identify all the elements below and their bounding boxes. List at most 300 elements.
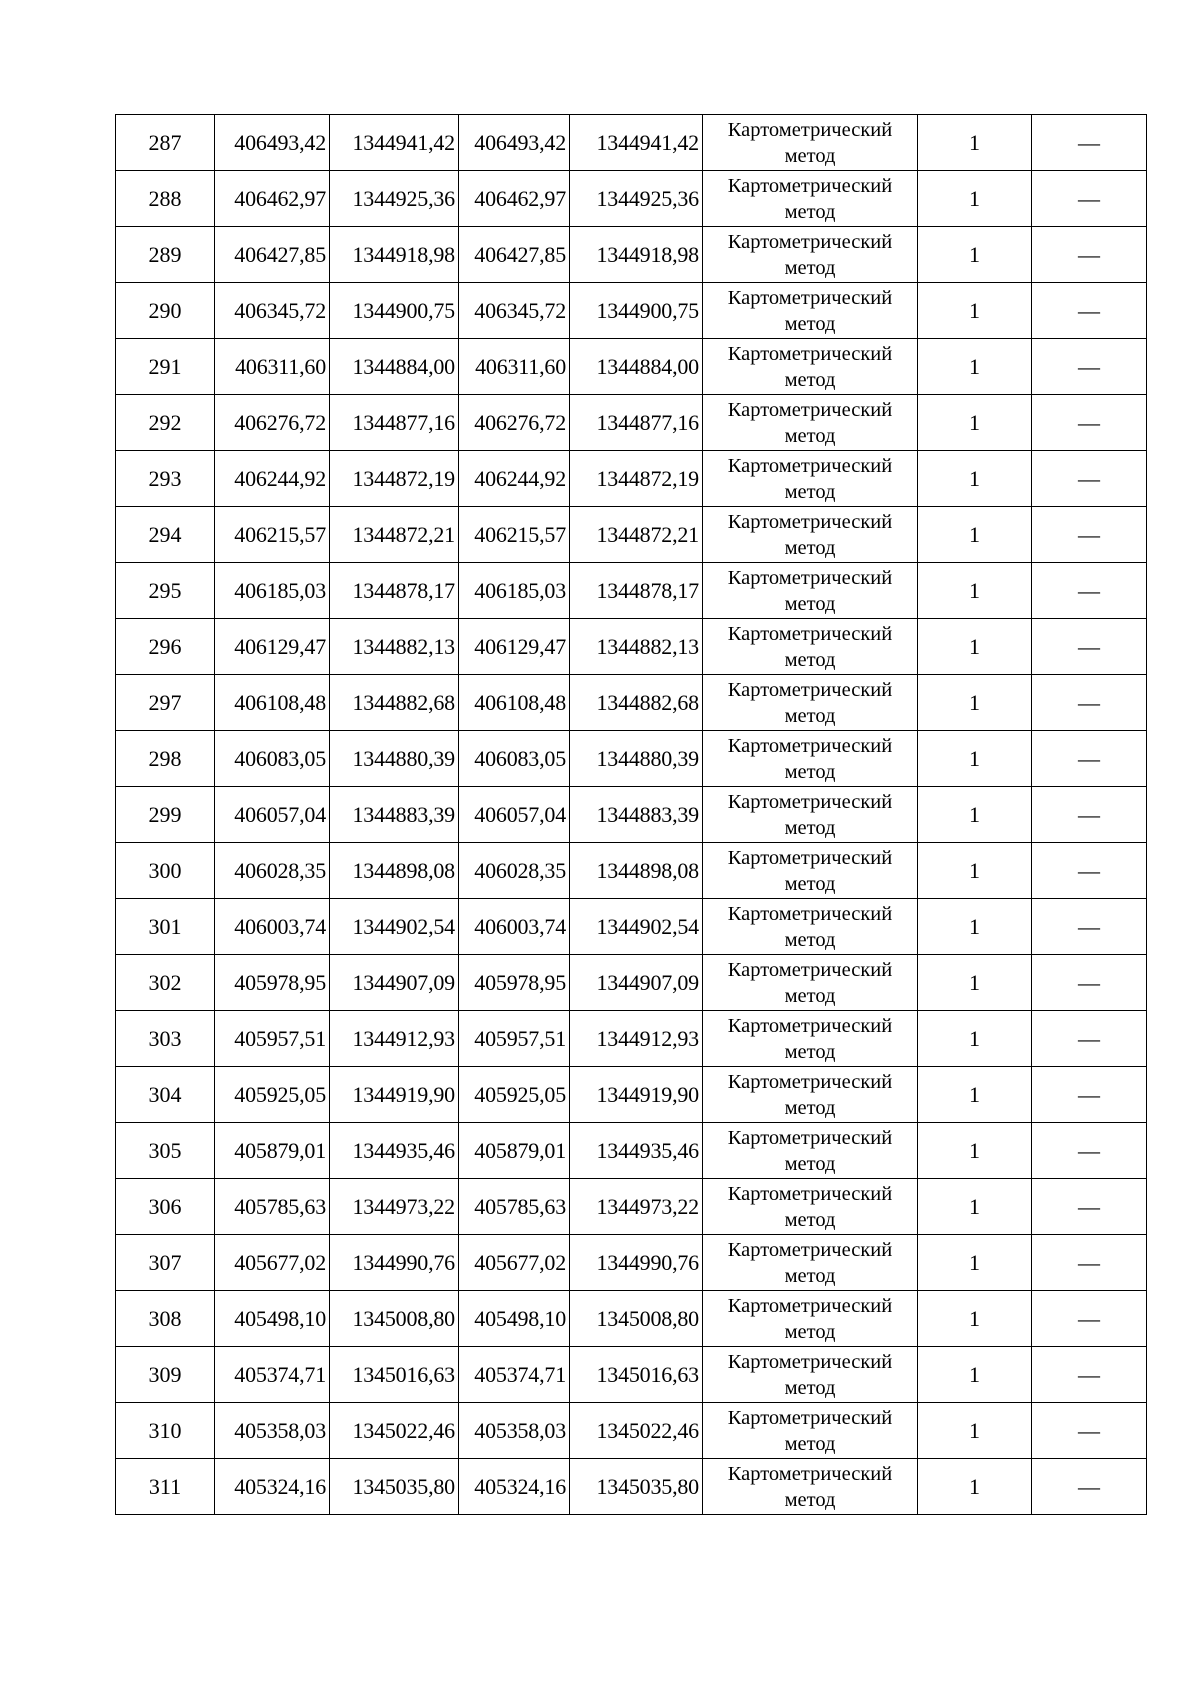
method-line-1: Картометрический bbox=[727, 174, 893, 197]
new-y-cell: 1344883,39 bbox=[570, 787, 703, 843]
note-dash: — bbox=[1078, 969, 1100, 995]
new-x-cell: 406057,04 bbox=[459, 787, 570, 843]
point-number-cell: 290 bbox=[116, 283, 215, 339]
method-line-1: Картометрический bbox=[727, 1238, 893, 1261]
note-cell bbox=[1032, 395, 1147, 451]
accuracy-cell: 1 bbox=[918, 227, 1032, 283]
table-row bbox=[116, 1291, 1147, 1347]
new-y-cell: 1345035,80 bbox=[570, 1459, 703, 1515]
note-dash: — bbox=[1078, 1193, 1100, 1219]
method-line-2: метод bbox=[784, 312, 836, 335]
accuracy-cell: 1 bbox=[918, 731, 1032, 787]
new-y-cell: 1344882,13 bbox=[570, 619, 703, 675]
table-row bbox=[116, 507, 1147, 563]
new-x-cell: 405978,95 bbox=[459, 955, 570, 1011]
note-cell bbox=[1032, 1291, 1147, 1347]
new-x-cell: 405785,63 bbox=[459, 1179, 570, 1235]
note-dash: — bbox=[1078, 689, 1100, 715]
existing-y-cell: 1345022,46 bbox=[330, 1403, 459, 1459]
method-line-2: метод bbox=[784, 424, 836, 447]
existing-y-cell: 1344884,00 bbox=[330, 339, 459, 395]
method-line-2: метод bbox=[784, 368, 836, 391]
point-number-cell: 308 bbox=[116, 1291, 215, 1347]
existing-x-cell: 406185,03 bbox=[215, 563, 330, 619]
method-line-2: метод bbox=[784, 1320, 836, 1343]
accuracy-cell: 1 bbox=[918, 1235, 1032, 1291]
table-row bbox=[116, 1347, 1147, 1403]
method-line-2: метод bbox=[784, 1208, 836, 1231]
new-x-cell: 406462,97 bbox=[459, 171, 570, 227]
existing-x-cell: 406108,48 bbox=[215, 675, 330, 731]
method-cell bbox=[703, 563, 918, 619]
note-cell bbox=[1032, 1347, 1147, 1403]
point-number-cell: 291 bbox=[116, 339, 215, 395]
note-cell bbox=[1032, 1123, 1147, 1179]
note-cell bbox=[1032, 1403, 1147, 1459]
method-line-2: метод bbox=[784, 648, 836, 671]
accuracy-cell: 1 bbox=[918, 843, 1032, 899]
existing-y-cell: 1344907,09 bbox=[330, 955, 459, 1011]
method-cell bbox=[703, 1235, 918, 1291]
note-cell bbox=[1032, 1179, 1147, 1235]
existing-x-cell: 406129,47 bbox=[215, 619, 330, 675]
table-row bbox=[116, 451, 1147, 507]
new-x-cell: 406028,35 bbox=[459, 843, 570, 899]
existing-y-cell: 1344902,54 bbox=[330, 899, 459, 955]
method-line-1: Картометрический bbox=[727, 1462, 893, 1485]
existing-y-cell: 1345035,80 bbox=[330, 1459, 459, 1515]
existing-y-cell: 1344883,39 bbox=[330, 787, 459, 843]
existing-y-cell: 1344925,36 bbox=[330, 171, 459, 227]
note-cell bbox=[1032, 283, 1147, 339]
method-line-1: Картометрический bbox=[727, 566, 893, 589]
existing-y-cell: 1344973,22 bbox=[330, 1179, 459, 1235]
note-cell bbox=[1032, 619, 1147, 675]
accuracy-cell: 1 bbox=[918, 1459, 1032, 1515]
existing-y-cell: 1344898,08 bbox=[330, 843, 459, 899]
table-row bbox=[116, 843, 1147, 899]
method-cell bbox=[703, 171, 918, 227]
existing-x-cell: 405374,71 bbox=[215, 1347, 330, 1403]
new-y-cell: 1344884,00 bbox=[570, 339, 703, 395]
new-y-cell: 1344990,76 bbox=[570, 1235, 703, 1291]
existing-x-cell: 406057,04 bbox=[215, 787, 330, 843]
note-dash: — bbox=[1078, 1417, 1100, 1443]
coordinates-table bbox=[115, 114, 1147, 1515]
note-dash: — bbox=[1078, 801, 1100, 827]
method-cell bbox=[703, 115, 918, 171]
existing-x-cell: 406427,85 bbox=[215, 227, 330, 283]
existing-x-cell: 405957,51 bbox=[215, 1011, 330, 1067]
new-x-cell: 406493,42 bbox=[459, 115, 570, 171]
accuracy-cell: 1 bbox=[918, 1067, 1032, 1123]
point-number-cell: 309 bbox=[116, 1347, 215, 1403]
method-cell bbox=[703, 1179, 918, 1235]
table-row bbox=[116, 1235, 1147, 1291]
accuracy-cell: 1 bbox=[918, 955, 1032, 1011]
new-y-cell: 1344912,93 bbox=[570, 1011, 703, 1067]
new-y-cell: 1344898,08 bbox=[570, 843, 703, 899]
method-cell bbox=[703, 787, 918, 843]
new-x-cell: 406276,72 bbox=[459, 395, 570, 451]
note-cell bbox=[1032, 1235, 1147, 1291]
point-number-cell: 311 bbox=[116, 1459, 215, 1515]
accuracy-cell: 1 bbox=[918, 787, 1032, 843]
table-row bbox=[116, 731, 1147, 787]
method-cell bbox=[703, 1403, 918, 1459]
new-x-cell: 406108,48 bbox=[459, 675, 570, 731]
point-number-cell: 294 bbox=[116, 507, 215, 563]
note-dash: — bbox=[1078, 1081, 1100, 1107]
point-number-cell: 303 bbox=[116, 1011, 215, 1067]
method-line-1: Картометрический bbox=[727, 342, 893, 365]
existing-y-cell: 1344882,13 bbox=[330, 619, 459, 675]
new-y-cell: 1345022,46 bbox=[570, 1403, 703, 1459]
note-cell bbox=[1032, 731, 1147, 787]
existing-x-cell: 405324,16 bbox=[215, 1459, 330, 1515]
existing-y-cell: 1344872,21 bbox=[330, 507, 459, 563]
note-dash: — bbox=[1078, 241, 1100, 267]
note-cell bbox=[1032, 1459, 1147, 1515]
note-dash: — bbox=[1078, 1249, 1100, 1275]
method-line-2: метод bbox=[784, 872, 836, 895]
accuracy-cell: 1 bbox=[918, 675, 1032, 731]
existing-x-cell: 406493,42 bbox=[215, 115, 330, 171]
note-dash: — bbox=[1078, 465, 1100, 491]
note-dash: — bbox=[1078, 1025, 1100, 1051]
new-x-cell: 406215,57 bbox=[459, 507, 570, 563]
new-x-cell: 405957,51 bbox=[459, 1011, 570, 1067]
existing-x-cell: 405925,05 bbox=[215, 1067, 330, 1123]
method-cell bbox=[703, 283, 918, 339]
existing-y-cell: 1344941,42 bbox=[330, 115, 459, 171]
new-y-cell: 1345016,63 bbox=[570, 1347, 703, 1403]
existing-y-cell: 1344878,17 bbox=[330, 563, 459, 619]
note-dash: — bbox=[1078, 633, 1100, 659]
existing-y-cell: 1345008,80 bbox=[330, 1291, 459, 1347]
note-cell bbox=[1032, 507, 1147, 563]
table-body bbox=[116, 115, 1147, 1515]
accuracy-cell: 1 bbox=[918, 507, 1032, 563]
method-line-1: Картометрический bbox=[727, 846, 893, 869]
table-row bbox=[116, 563, 1147, 619]
note-dash: — bbox=[1078, 521, 1100, 547]
existing-x-cell: 405498,10 bbox=[215, 1291, 330, 1347]
table-row bbox=[116, 1123, 1147, 1179]
point-number-cell: 299 bbox=[116, 787, 215, 843]
note-cell bbox=[1032, 563, 1147, 619]
method-line-1: Картометрический bbox=[727, 678, 893, 701]
accuracy-cell: 1 bbox=[918, 1347, 1032, 1403]
new-y-cell: 1344877,16 bbox=[570, 395, 703, 451]
method-cell bbox=[703, 339, 918, 395]
note-cell bbox=[1032, 115, 1147, 171]
note-dash: — bbox=[1078, 185, 1100, 211]
note-dash: — bbox=[1078, 857, 1100, 883]
existing-x-cell: 406244,92 bbox=[215, 451, 330, 507]
new-x-cell: 405677,02 bbox=[459, 1235, 570, 1291]
note-dash: — bbox=[1078, 1137, 1100, 1163]
new-y-cell: 1344900,75 bbox=[570, 283, 703, 339]
accuracy-cell: 1 bbox=[918, 451, 1032, 507]
existing-y-cell: 1344900,75 bbox=[330, 283, 459, 339]
method-line-2: метод bbox=[784, 1376, 836, 1399]
method-line-1: Картометрический bbox=[727, 454, 893, 477]
note-cell bbox=[1032, 451, 1147, 507]
point-number-cell: 301 bbox=[116, 899, 215, 955]
note-dash: — bbox=[1078, 913, 1100, 939]
note-dash: — bbox=[1078, 297, 1100, 323]
method-cell bbox=[703, 1347, 918, 1403]
new-y-cell: 1344878,17 bbox=[570, 563, 703, 619]
new-x-cell: 406345,72 bbox=[459, 283, 570, 339]
note-cell bbox=[1032, 339, 1147, 395]
point-number-cell: 293 bbox=[116, 451, 215, 507]
accuracy-cell: 1 bbox=[918, 619, 1032, 675]
existing-y-cell: 1344882,68 bbox=[330, 675, 459, 731]
new-y-cell: 1345008,80 bbox=[570, 1291, 703, 1347]
new-y-cell: 1344935,46 bbox=[570, 1123, 703, 1179]
new-x-cell: 406244,92 bbox=[459, 451, 570, 507]
method-cell bbox=[703, 1459, 918, 1515]
method-line-1: Картометрический bbox=[727, 1126, 893, 1149]
method-line-2: метод bbox=[784, 1040, 836, 1063]
method-line-1: Картометрический bbox=[727, 230, 893, 253]
new-x-cell: 406427,85 bbox=[459, 227, 570, 283]
accuracy-cell: 1 bbox=[918, 1011, 1032, 1067]
method-cell bbox=[703, 899, 918, 955]
point-number-cell: 300 bbox=[116, 843, 215, 899]
method-line-2: метод bbox=[784, 1488, 836, 1511]
method-line-2: метод bbox=[784, 200, 836, 223]
method-line-1: Картометрический bbox=[727, 1070, 893, 1093]
note-cell bbox=[1032, 1011, 1147, 1067]
method-line-2: метод bbox=[784, 1152, 836, 1175]
new-y-cell: 1344872,21 bbox=[570, 507, 703, 563]
new-y-cell: 1344925,36 bbox=[570, 171, 703, 227]
method-line-2: метод bbox=[784, 256, 836, 279]
table-row bbox=[116, 1179, 1147, 1235]
method-line-1: Картометрический bbox=[727, 1350, 893, 1373]
method-cell bbox=[703, 507, 918, 563]
accuracy-cell: 1 bbox=[918, 563, 1032, 619]
method-cell bbox=[703, 227, 918, 283]
new-x-cell: 405358,03 bbox=[459, 1403, 570, 1459]
note-cell bbox=[1032, 899, 1147, 955]
method-line-1: Картометрический bbox=[727, 1294, 893, 1317]
new-x-cell: 405374,71 bbox=[459, 1347, 570, 1403]
method-line-2: метод bbox=[784, 760, 836, 783]
point-number-cell: 306 bbox=[116, 1179, 215, 1235]
new-y-cell: 1344919,90 bbox=[570, 1067, 703, 1123]
method-cell bbox=[703, 1067, 918, 1123]
note-dash: — bbox=[1078, 577, 1100, 603]
new-y-cell: 1344907,09 bbox=[570, 955, 703, 1011]
note-dash: — bbox=[1078, 1361, 1100, 1387]
existing-y-cell: 1344872,19 bbox=[330, 451, 459, 507]
note-cell bbox=[1032, 227, 1147, 283]
existing-x-cell: 406345,72 bbox=[215, 283, 330, 339]
existing-y-cell: 1344935,46 bbox=[330, 1123, 459, 1179]
method-line-2: метод bbox=[784, 1432, 836, 1455]
method-line-1: Картометрический bbox=[727, 1406, 893, 1429]
method-cell bbox=[703, 731, 918, 787]
note-cell bbox=[1032, 171, 1147, 227]
existing-x-cell: 406003,74 bbox=[215, 899, 330, 955]
accuracy-cell: 1 bbox=[918, 1179, 1032, 1235]
existing-y-cell: 1344990,76 bbox=[330, 1235, 459, 1291]
table-row bbox=[116, 787, 1147, 843]
existing-x-cell: 406462,97 bbox=[215, 171, 330, 227]
new-y-cell: 1344902,54 bbox=[570, 899, 703, 955]
existing-x-cell: 406276,72 bbox=[215, 395, 330, 451]
existing-y-cell: 1344877,16 bbox=[330, 395, 459, 451]
existing-y-cell: 1345016,63 bbox=[330, 1347, 459, 1403]
method-cell bbox=[703, 619, 918, 675]
point-number-cell: 288 bbox=[116, 171, 215, 227]
method-line-2: метод bbox=[784, 816, 836, 839]
method-cell bbox=[703, 843, 918, 899]
point-number-cell: 292 bbox=[116, 395, 215, 451]
new-y-cell: 1344918,98 bbox=[570, 227, 703, 283]
existing-x-cell: 405677,02 bbox=[215, 1235, 330, 1291]
method-line-1: Картометрический bbox=[727, 790, 893, 813]
method-line-2: метод bbox=[784, 480, 836, 503]
note-cell bbox=[1032, 955, 1147, 1011]
accuracy-cell: 1 bbox=[918, 1403, 1032, 1459]
method-cell bbox=[703, 451, 918, 507]
note-dash: — bbox=[1078, 1305, 1100, 1331]
table-row bbox=[116, 1067, 1147, 1123]
method-line-1: Картометрический bbox=[727, 1014, 893, 1037]
point-number-cell: 298 bbox=[116, 731, 215, 787]
note-dash: — bbox=[1078, 129, 1100, 155]
method-line-1: Картометрический bbox=[727, 734, 893, 757]
table-row bbox=[116, 675, 1147, 731]
point-number-cell: 295 bbox=[116, 563, 215, 619]
table-row bbox=[116, 227, 1147, 283]
accuracy-cell: 1 bbox=[918, 115, 1032, 171]
new-y-cell: 1344880,39 bbox=[570, 731, 703, 787]
method-line-2: метод bbox=[784, 592, 836, 615]
point-number-cell: 289 bbox=[116, 227, 215, 283]
method-line-2: метод bbox=[784, 1096, 836, 1119]
new-x-cell: 405498,10 bbox=[459, 1291, 570, 1347]
method-line-2: метод bbox=[784, 1264, 836, 1287]
existing-y-cell: 1344918,98 bbox=[330, 227, 459, 283]
new-y-cell: 1344872,19 bbox=[570, 451, 703, 507]
method-cell bbox=[703, 955, 918, 1011]
note-cell bbox=[1032, 675, 1147, 731]
existing-x-cell: 405978,95 bbox=[215, 955, 330, 1011]
new-y-cell: 1344973,22 bbox=[570, 1179, 703, 1235]
method-line-1: Картометрический bbox=[727, 958, 893, 981]
new-x-cell: 405925,05 bbox=[459, 1067, 570, 1123]
point-number-cell: 304 bbox=[116, 1067, 215, 1123]
new-x-cell: 406003,74 bbox=[459, 899, 570, 955]
new-x-cell: 406185,03 bbox=[459, 563, 570, 619]
existing-x-cell: 406028,35 bbox=[215, 843, 330, 899]
accuracy-cell: 1 bbox=[918, 283, 1032, 339]
table-row bbox=[116, 115, 1147, 171]
method-cell bbox=[703, 1291, 918, 1347]
method-line-2: метод bbox=[784, 536, 836, 559]
method-cell bbox=[703, 1123, 918, 1179]
method-line-2: метод bbox=[784, 144, 836, 167]
new-x-cell: 406129,47 bbox=[459, 619, 570, 675]
accuracy-cell: 1 bbox=[918, 1123, 1032, 1179]
method-line-1: Картометрический bbox=[727, 622, 893, 645]
note-dash: — bbox=[1078, 1473, 1100, 1499]
point-number-cell: 287 bbox=[116, 115, 215, 171]
point-number-cell: 307 bbox=[116, 1235, 215, 1291]
note-dash: — bbox=[1078, 745, 1100, 771]
table-row bbox=[116, 1459, 1147, 1515]
existing-y-cell: 1344880,39 bbox=[330, 731, 459, 787]
point-number-cell: 302 bbox=[116, 955, 215, 1011]
table-row bbox=[116, 619, 1147, 675]
existing-x-cell: 405879,01 bbox=[215, 1123, 330, 1179]
method-line-1: Картометрический bbox=[727, 286, 893, 309]
note-dash: — bbox=[1078, 409, 1100, 435]
note-cell bbox=[1032, 787, 1147, 843]
note-dash: — bbox=[1078, 353, 1100, 379]
accuracy-cell: 1 bbox=[918, 899, 1032, 955]
method-line-1: Картометрический bbox=[727, 118, 893, 141]
note-cell bbox=[1032, 843, 1147, 899]
existing-x-cell: 405358,03 bbox=[215, 1403, 330, 1459]
method-line-1: Картометрический bbox=[727, 398, 893, 421]
method-line-2: метод bbox=[784, 704, 836, 727]
method-line-1: Картометрический bbox=[727, 1182, 893, 1205]
table-row bbox=[116, 1403, 1147, 1459]
table-row bbox=[116, 339, 1147, 395]
existing-x-cell: 406311,60 bbox=[215, 339, 330, 395]
accuracy-cell: 1 bbox=[918, 339, 1032, 395]
new-x-cell: 405324,16 bbox=[459, 1459, 570, 1515]
existing-x-cell: 405785,63 bbox=[215, 1179, 330, 1235]
new-x-cell: 405879,01 bbox=[459, 1123, 570, 1179]
method-cell bbox=[703, 395, 918, 451]
accuracy-cell: 1 bbox=[918, 171, 1032, 227]
existing-y-cell: 1344912,93 bbox=[330, 1011, 459, 1067]
existing-y-cell: 1344919,90 bbox=[330, 1067, 459, 1123]
table-row bbox=[116, 899, 1147, 955]
point-number-cell: 296 bbox=[116, 619, 215, 675]
method-cell bbox=[703, 675, 918, 731]
note-cell bbox=[1032, 1067, 1147, 1123]
method-line-2: метод bbox=[784, 984, 836, 1007]
table-row bbox=[116, 395, 1147, 451]
table-row bbox=[116, 283, 1147, 339]
point-number-cell: 310 bbox=[116, 1403, 215, 1459]
existing-x-cell: 406083,05 bbox=[215, 731, 330, 787]
method-line-2: метод bbox=[784, 928, 836, 951]
new-y-cell: 1344882,68 bbox=[570, 675, 703, 731]
point-number-cell: 297 bbox=[116, 675, 215, 731]
table-row bbox=[116, 171, 1147, 227]
table-row bbox=[116, 955, 1147, 1011]
accuracy-cell: 1 bbox=[918, 1291, 1032, 1347]
table-row bbox=[116, 1011, 1147, 1067]
method-cell bbox=[703, 1011, 918, 1067]
new-x-cell: 406083,05 bbox=[459, 731, 570, 787]
accuracy-cell: 1 bbox=[918, 395, 1032, 451]
point-number-cell: 305 bbox=[116, 1123, 215, 1179]
existing-x-cell: 406215,57 bbox=[215, 507, 330, 563]
method-line-1: Картометрический bbox=[727, 902, 893, 925]
new-y-cell: 1344941,42 bbox=[570, 115, 703, 171]
